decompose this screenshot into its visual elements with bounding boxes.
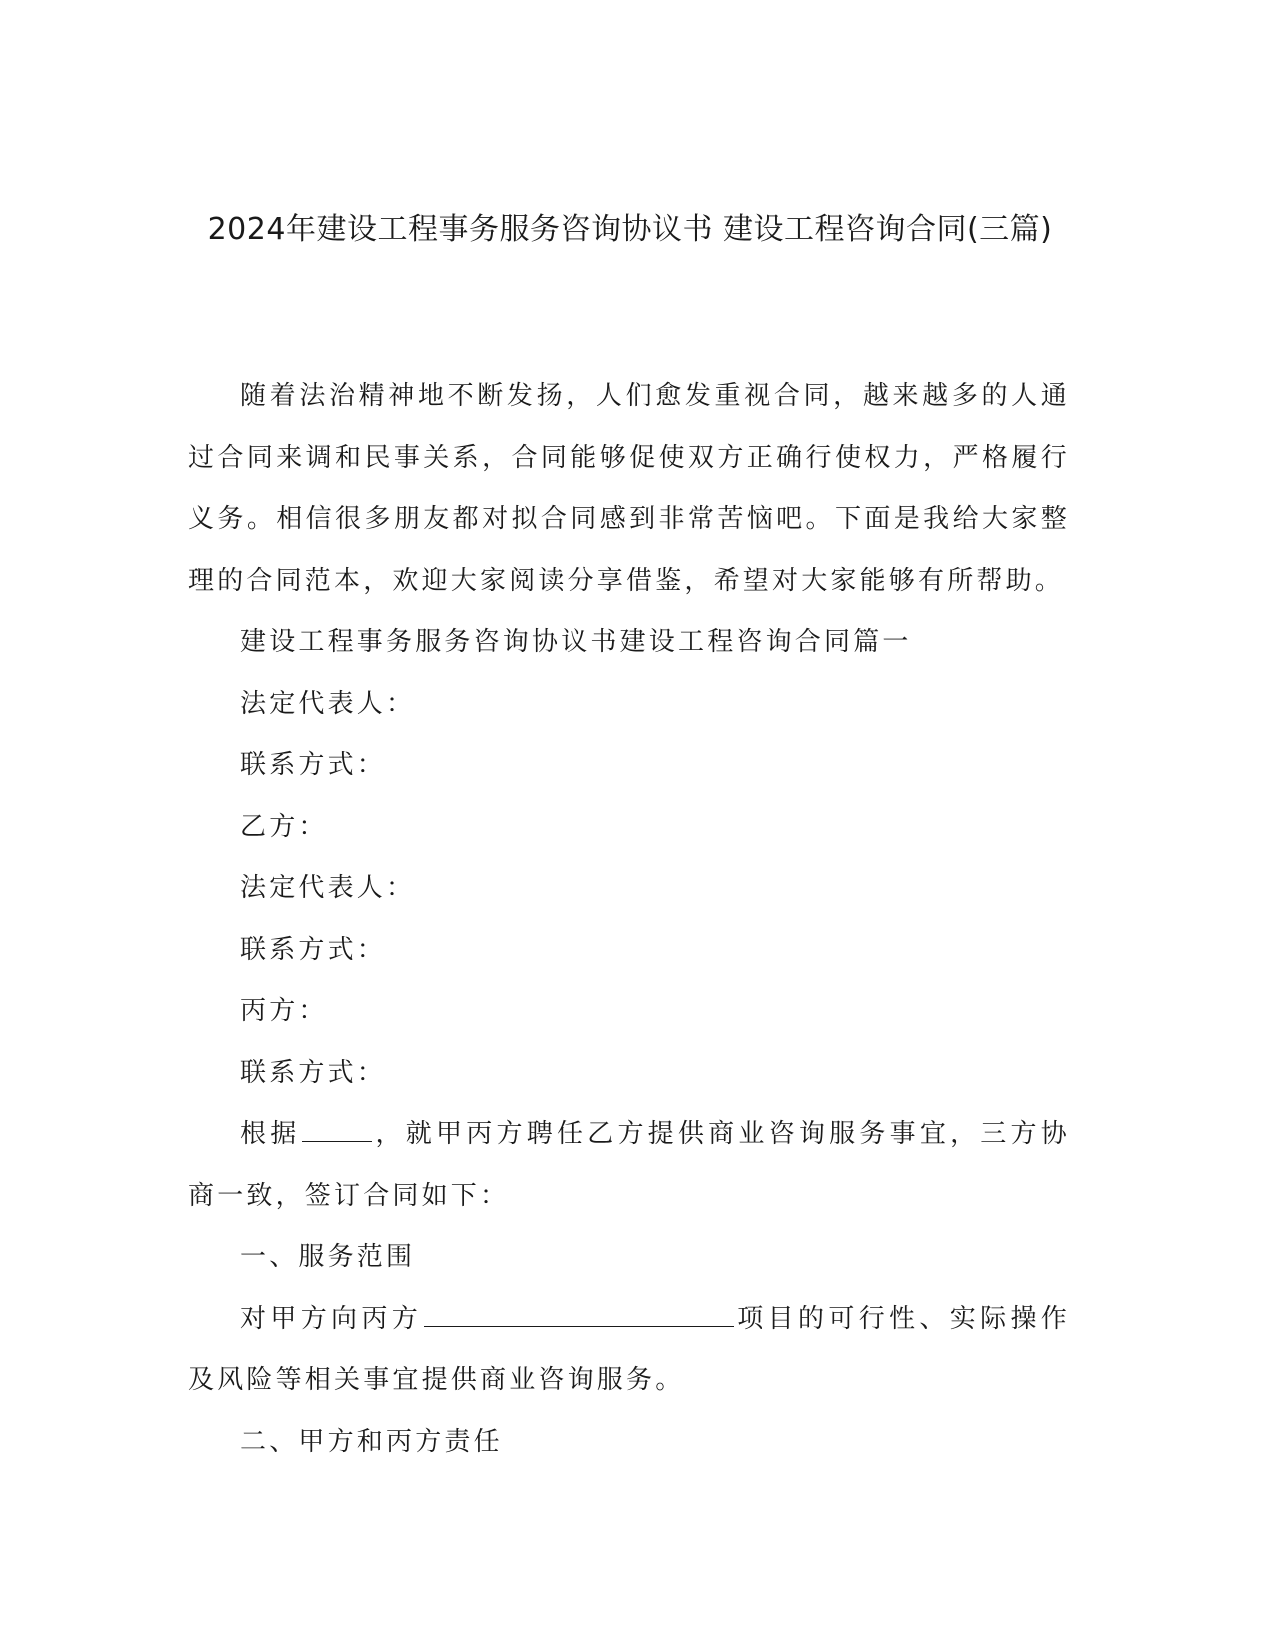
document-title: 2024年建设工程事务服务咨询协议书 建设工程咨询合同(三篇) [207, 212, 1053, 247]
section-heading: 建设工程事务服务咨询协议书建设工程咨询合同篇一 [240, 627, 912, 657]
fill-in-blank [302, 1115, 372, 1142]
contact-line: 联系方式： [240, 1057, 387, 1088]
scope-suffix: 项目的可行性、实际操作及风险等相关事宜提供商业咨询服务。 [188, 1303, 1071, 1395]
clause-2-heading: 二、甲方和丙方责任 [240, 1426, 503, 1457]
basis-paragraph [188, 1104, 1070, 1227]
basis-suffix: ，就甲丙方聘任乙方提供商业咨询服务事宜，三方协商一致，签订合同如下： [188, 1119, 1070, 1211]
clause-1-heading: 一、服务范围 [240, 1242, 416, 1272]
contact-line: 联系方式： [240, 934, 387, 965]
legal-representative-line: 法定代表人： [240, 873, 416, 903]
contact-line: 联系方式： [240, 750, 387, 780]
party-b-line: 乙方： [240, 811, 328, 842]
scope-prefix: 对甲方向丙方 [240, 1303, 423, 1334]
fill-in-blank [424, 1300, 734, 1327]
party-c-line: 丙方： [240, 996, 328, 1026]
legal-representative-line: 法定代表人： [240, 688, 416, 719]
basis-prefix: 根据 [240, 1119, 301, 1149]
document-body [188, 366, 1070, 1473]
scope-paragraph [188, 1289, 1070, 1412]
intro-paragraph: 随着法治精神地不断发扬，人们愈发重视合同，越来越多的人通过合同来调和民事关系，合同能够促使双方正确行使权力，严格履行义务。相信很多朋友都对拟合同感到非常苦恼吧。下面是我给大家整理的合同范本，欢迎大家阅读分享借鉴，希望对大家能够有所帮助。 [188, 381, 1070, 596]
